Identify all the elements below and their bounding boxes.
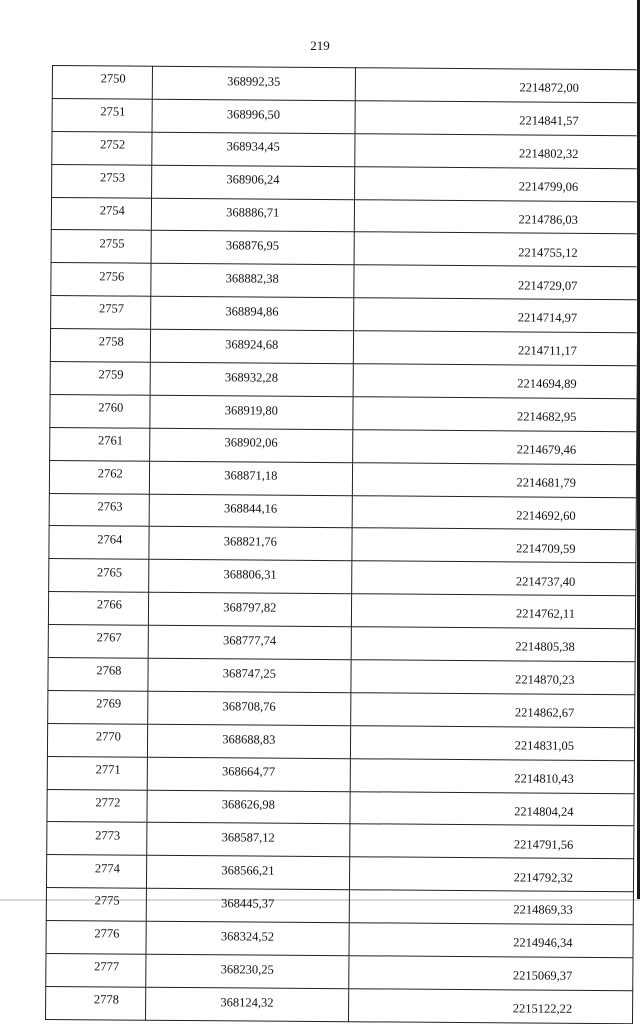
table-row <box>47 756 634 793</box>
coordinates-table <box>45 65 640 1024</box>
x-coordinate-cell: 368871,18 <box>149 461 353 495</box>
y-coordinate-cell: 2214862,67 <box>351 693 635 728</box>
x-coordinate-cell: 368777,74 <box>148 625 352 659</box>
point-number-cell: 2760 <box>50 394 150 428</box>
y-coordinate-cell: 2214869,33 <box>349 890 633 925</box>
point-number-cell: 2755 <box>51 230 151 264</box>
table-row <box>46 986 633 1023</box>
y-coordinate-cell: 2214737,40 <box>352 561 636 596</box>
point-number-cell: 2769 <box>48 690 148 724</box>
x-coordinate-cell: 368806,31 <box>148 560 352 594</box>
y-coordinate-cell: 2214729,07 <box>354 265 638 300</box>
point-number-cell: 2761 <box>50 427 150 461</box>
point-number-cell: 2757 <box>51 296 151 330</box>
point-number-cell: 2778 <box>46 986 146 1020</box>
y-coordinate-cell: 2214804,24 <box>350 791 634 826</box>
table-row <box>51 230 638 267</box>
x-coordinate-cell: 368996,50 <box>152 99 356 133</box>
x-coordinate-cell: 368747,25 <box>148 658 352 692</box>
x-coordinate-cell: 368664,77 <box>147 757 351 791</box>
table-row <box>46 888 633 925</box>
point-number-cell: 2766 <box>48 592 148 626</box>
table-row <box>48 592 635 629</box>
x-coordinate-cell: 368932,28 <box>150 362 354 396</box>
y-coordinate-cell: 2214762,11 <box>351 594 635 629</box>
point-number-cell: 2759 <box>50 362 150 396</box>
point-number-cell: 2753 <box>52 164 152 198</box>
x-coordinate-cell: 368906,24 <box>151 165 355 199</box>
x-coordinate-cell: 368230,25 <box>145 954 349 988</box>
point-number-cell: 2770 <box>47 723 147 757</box>
x-coordinate-cell: 368924,68 <box>150 329 354 363</box>
x-coordinate-cell: 368626,98 <box>147 790 351 824</box>
x-coordinate-cell: 368708,76 <box>147 691 351 725</box>
y-coordinate-cell: 2214694,89 <box>353 364 637 399</box>
point-number-cell: 2768 <box>48 658 148 692</box>
point-number-cell: 2772 <box>47 789 147 823</box>
table-row <box>47 723 634 760</box>
y-coordinate-cell: 2214709,59 <box>352 528 636 563</box>
x-coordinate-cell: 368894,86 <box>150 296 354 330</box>
y-coordinate-cell: 2214841,57 <box>355 101 639 136</box>
table-row <box>51 263 638 300</box>
table-body <box>46 66 640 1024</box>
table-row <box>49 460 636 497</box>
x-coordinate-cell: 368445,37 <box>146 888 350 922</box>
x-coordinate-cell: 368919,80 <box>149 395 353 429</box>
table-row <box>51 296 638 333</box>
table-row <box>49 493 636 530</box>
point-number-cell: 2773 <box>47 822 147 856</box>
y-coordinate-cell: 2214755,12 <box>354 232 638 267</box>
x-coordinate-cell: 368902,06 <box>149 428 353 462</box>
y-coordinate-cell: 2215122,22 <box>349 989 633 1024</box>
x-coordinate-cell: 368882,38 <box>150 264 354 298</box>
y-coordinate-cell: 2214714,97 <box>354 298 638 333</box>
y-coordinate-cell: 2214802,32 <box>355 134 639 169</box>
table-row <box>50 394 637 431</box>
y-coordinate-cell: 2214792,32 <box>349 857 633 892</box>
point-number-cell: 2765 <box>49 559 149 593</box>
x-coordinate-cell: 368688,83 <box>147 724 351 758</box>
y-coordinate-cell: 2214805,38 <box>351 627 635 662</box>
table-row <box>46 954 633 991</box>
page-number: 219 <box>310 38 330 53</box>
y-coordinate-cell: 2214682,95 <box>353 397 637 432</box>
x-coordinate-cell: 368587,12 <box>146 823 350 857</box>
y-coordinate-cell: 2214810,43 <box>350 758 634 793</box>
y-coordinate-cell: 2214791,56 <box>350 824 634 859</box>
table-row <box>50 427 637 464</box>
y-coordinate-cell: 2214679,46 <box>353 430 637 465</box>
x-coordinate-cell: 368124,32 <box>145 987 349 1021</box>
y-coordinate-cell: 2214870,23 <box>351 660 635 695</box>
point-number-cell: 2750 <box>52 66 152 100</box>
table-row <box>47 789 634 826</box>
table-row <box>50 329 637 366</box>
point-number-cell: 2751 <box>52 98 152 132</box>
table-row <box>52 164 639 201</box>
y-coordinate-cell: 2214711,17 <box>353 331 637 366</box>
table-row <box>48 690 635 727</box>
point-number-cell: 2762 <box>49 460 149 494</box>
table-row <box>47 822 634 859</box>
x-coordinate-cell: 368844,16 <box>149 494 353 528</box>
point-number-cell: 2767 <box>48 625 148 659</box>
point-number-cell: 2771 <box>47 756 147 790</box>
point-number-cell: 2758 <box>50 329 150 363</box>
point-number-cell: 2764 <box>49 526 149 560</box>
point-number-cell: 2756 <box>51 263 151 297</box>
point-number-cell: 2774 <box>46 855 146 889</box>
y-coordinate-cell: 2214831,05 <box>350 726 634 761</box>
table-row <box>52 98 639 135</box>
table-row <box>48 658 635 695</box>
x-coordinate-cell: 368324,52 <box>146 921 350 955</box>
y-coordinate-cell: 2214692,60 <box>352 495 636 530</box>
x-coordinate-cell: 368821,76 <box>148 527 352 561</box>
x-coordinate-cell: 368934,45 <box>151 132 355 166</box>
table-row <box>49 526 636 563</box>
y-coordinate-cell: 2214946,34 <box>349 923 633 958</box>
x-coordinate-cell: 368876,95 <box>151 231 355 265</box>
y-coordinate-cell: 2214872,00 <box>355 68 639 103</box>
table-row <box>48 625 635 662</box>
table-row <box>51 197 638 234</box>
point-number-cell: 2754 <box>51 197 151 231</box>
point-number-cell: 2777 <box>46 954 146 988</box>
x-coordinate-cell: 368992,35 <box>152 66 356 100</box>
table-row <box>52 66 639 103</box>
table-row <box>50 362 637 399</box>
x-coordinate-cell: 368886,71 <box>151 198 355 232</box>
table-row <box>46 921 633 958</box>
point-number-cell: 2752 <box>52 131 152 165</box>
point-number-cell: 2775 <box>46 888 146 922</box>
table-row <box>49 559 636 596</box>
x-coordinate-cell: 368566,21 <box>146 856 350 890</box>
table-row <box>52 131 639 168</box>
point-number-cell: 2763 <box>49 493 149 527</box>
y-coordinate-cell: 2214786,03 <box>354 199 638 234</box>
y-coordinate-cell: 2214799,06 <box>355 166 639 201</box>
y-coordinate-cell: 2214681,79 <box>352 462 636 497</box>
point-number-cell: 2776 <box>46 921 146 955</box>
table-row <box>46 855 633 892</box>
x-coordinate-cell: 368797,82 <box>148 592 352 626</box>
y-coordinate-cell: 2215069,37 <box>349 956 633 991</box>
